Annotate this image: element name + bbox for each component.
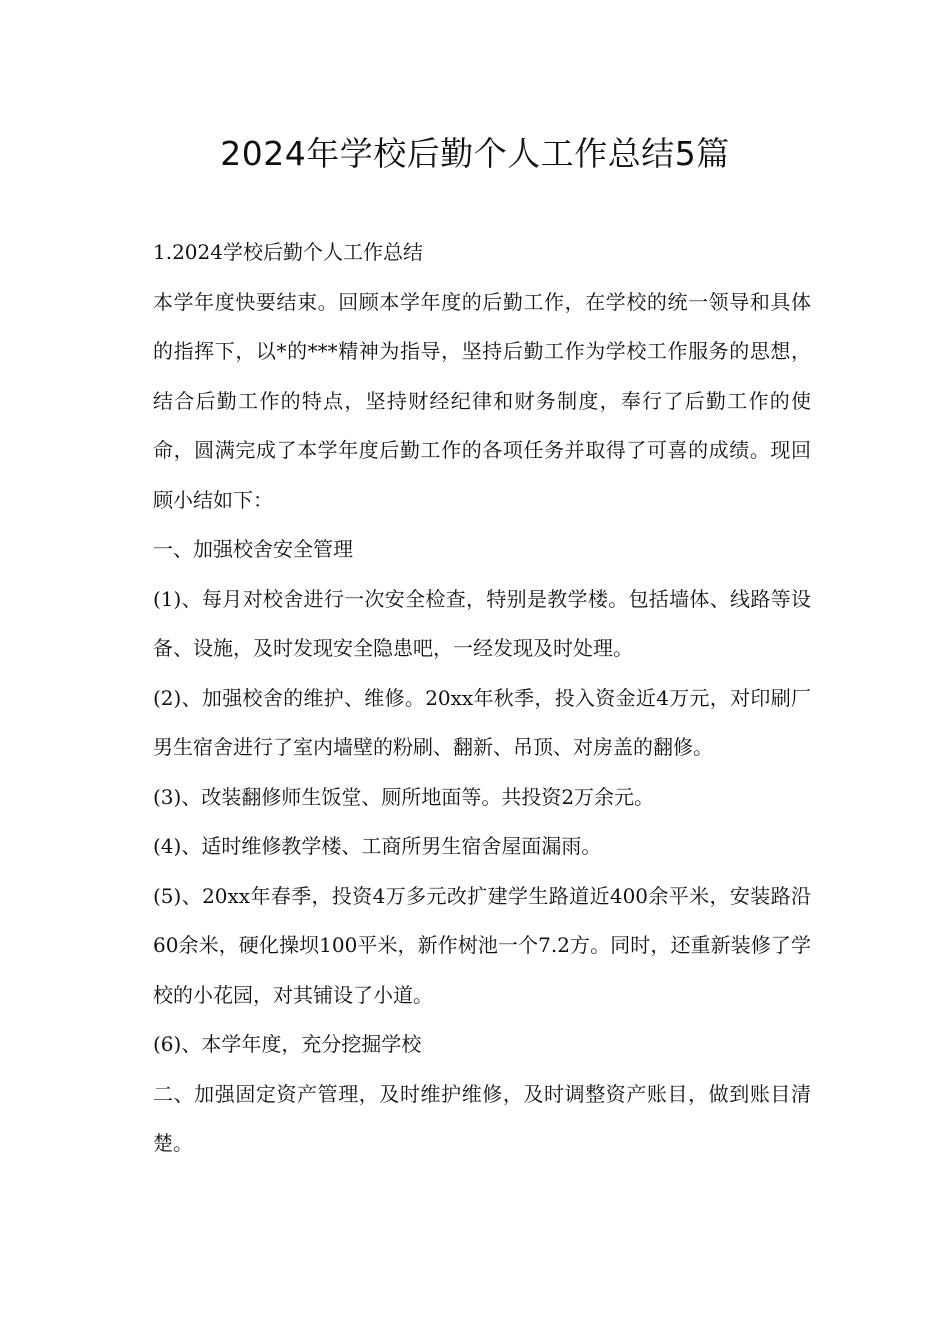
list-item-4: (4)、适时维修教学楼、工商所男生宿舍屋面漏雨。 bbox=[153, 834, 602, 858]
section-heading-assets: 二、加强固定资产管理，及时维护维修，及时调整资产账目，做到账目清楚。 bbox=[153, 1081, 811, 1155]
list-item-2: (2)、加强校舍的维护、维修。20xx年秋季，投入资金近4万元，对印刷厂男生宿舍进行了室内墙壁的粉刷、翻新、吊顶、对房盖的翻修。 bbox=[153, 685, 811, 759]
document-body bbox=[143, 228, 811, 1169]
list-item-5: (5)、20xx年春季，投资4万多元改扩建学生路道近400余平米，安装路沿60余米，硬化操坝100平米，新作树池一个7.2方。同时，还重新装修了学校的小花园，对其铺设了小道。 bbox=[153, 883, 811, 1007]
section-heading-1: 1.2024学校后勤个人工作总结 bbox=[153, 240, 423, 264]
list-item-6: (6)、本学年度，充分挖掘学校 bbox=[153, 1032, 422, 1056]
document-title: 2024年学校后勤个人工作总结5篇 bbox=[220, 134, 730, 173]
list-item-1: (1)、每月对校舍进行一次安全检查，特别是教学楼。包括墙体、线路等设备、设施，及时发现安全隐患吧，一经发现及时处理。 bbox=[153, 586, 811, 660]
section-heading-safety: 一、加强校舍安全管理 bbox=[153, 537, 353, 561]
list-item-3: (3)、改装翻修师生饭堂、厕所地面等。共投资2万余元。 bbox=[153, 784, 655, 809]
intro-paragraph: 本学年度快要结束。回顾本学年度的后勤工作，在学校的统一领导和具体的指挥下，以*的***精神为指导，坚持后勤工作为学校工作服务的思想，结合后勤工作的特点，坚持财经纪律和财务制度，奉行了后勤工作的使命，圆满完成了本学年度后勤工作的各项任务并取得了可喜的成绩。现回顾小结如下： bbox=[153, 289, 811, 512]
